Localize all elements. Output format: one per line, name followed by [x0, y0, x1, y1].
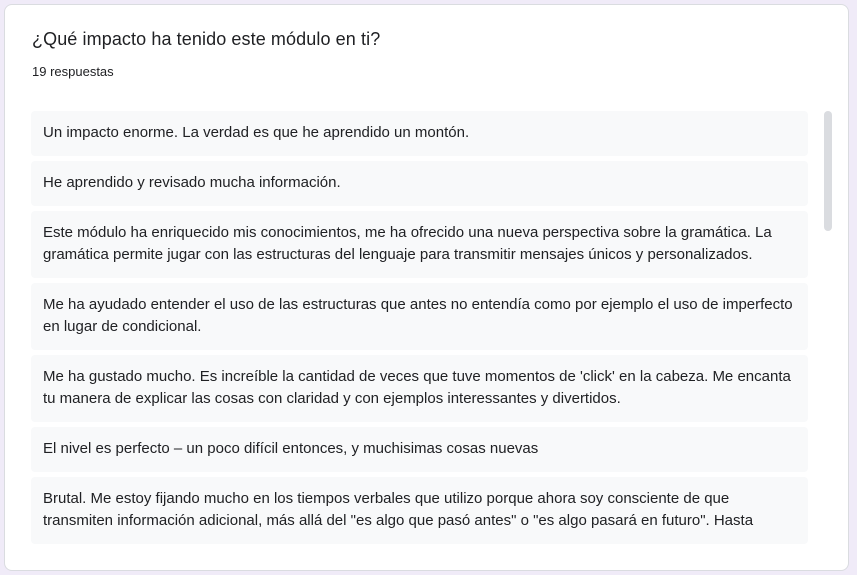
response-item: Un impacto enorme. La verdad es que he aprendido un montón. — [31, 111, 808, 156]
response-item: El nivel es perfecto – un poco difícil entonces, y muchisimas cosas nuevas — [31, 427, 808, 472]
response-item: Brutal. Me estoy fijando mucho en los tiempos verbales que utilizo porque ahora soy consciente de que transmiten información adicional, más allá del "es algo que pasó antes" o "es algo pasará en futuro". Hasta — [31, 477, 808, 544]
scrollbar[interactable] — [823, 111, 833, 545]
response-item: He aprendido y revisado mucha información. — [31, 161, 808, 206]
responses-list-container[interactable] — [31, 111, 808, 545]
response-item: Este módulo ha enriquecido mis conocimientos, me ha ofrecido una nueva perspectiva sobre la gramática. La gramática permite jugar con las estructuras del lenguaje para transmitir mensajes únicos y personalizados. — [31, 211, 808, 278]
response-count: 19 respuestas — [32, 64, 114, 79]
responses-list — [31, 111, 808, 544]
question-title: ¿Qué impacto ha tenido este módulo en ti? — [32, 29, 381, 49]
scrollbar-thumb[interactable] — [824, 111, 832, 231]
question-summary-card — [4, 4, 849, 571]
response-item: Me ha gustado mucho. Es increíble la cantidad de veces que tuve momentos de 'click' en la cabeza. Me encanta tu manera de explicar las cosas con claridad y con ejemplos interessantes y divertidos. — [31, 355, 808, 422]
response-item: Me ha ayudado entender el uso de las estructuras que antes no entendía como por ejemplo el uso de imperfecto en lugar de condicional. — [31, 283, 808, 350]
